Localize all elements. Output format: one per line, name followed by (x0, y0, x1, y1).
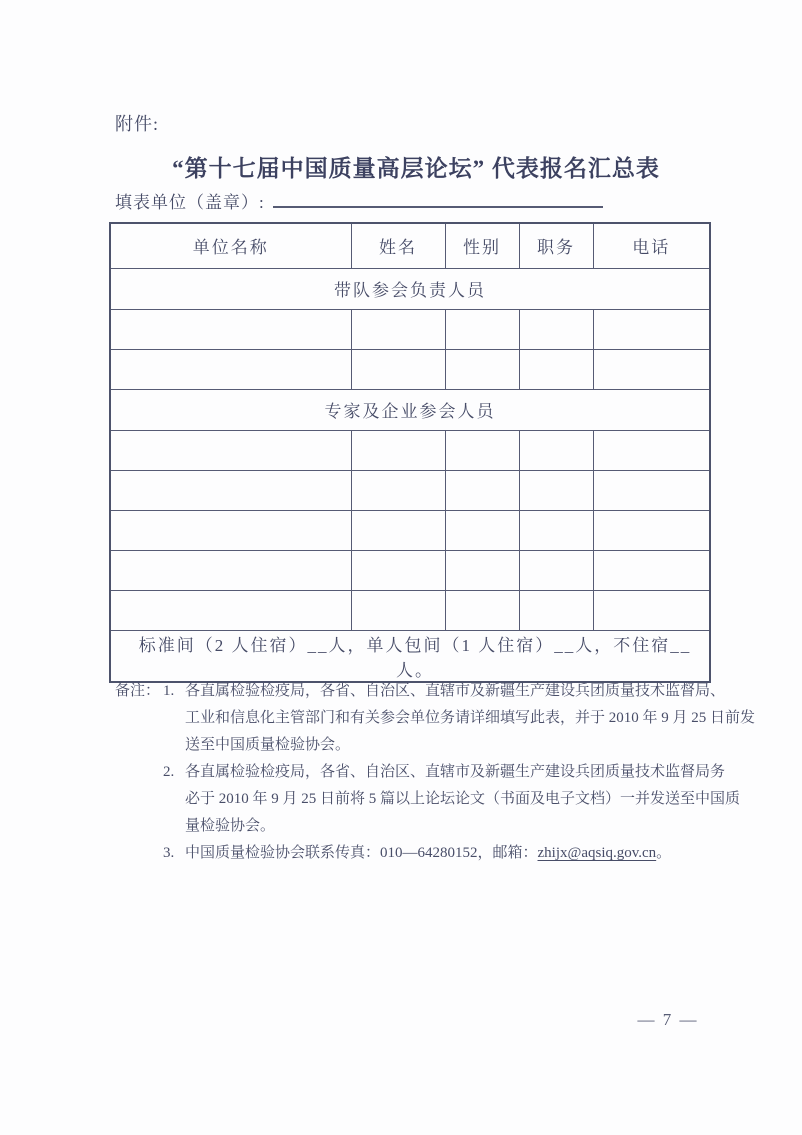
fill-unit-blank (273, 188, 603, 208)
note-text-line: 各直属检验检疫局，各省、自治区、直辖市及新疆生产建设兵团质量技术监督局务 (185, 764, 726, 780)
empty-cell (110, 430, 351, 470)
column-header-gender: 性别 (445, 223, 519, 268)
note-number: 3. (163, 845, 175, 861)
empty-cell (351, 550, 445, 590)
empty-cell (110, 349, 351, 389)
table-row-empty (110, 590, 710, 630)
empty-cell (445, 309, 519, 349)
note-item-2 (163, 759, 755, 840)
empty-cell (110, 309, 351, 349)
empty-cell (519, 430, 593, 470)
fill-unit-line (115, 188, 603, 213)
empty-cell (110, 550, 351, 590)
empty-cell (445, 550, 519, 590)
empty-cell (593, 349, 710, 389)
empty-cell (519, 510, 593, 550)
empty-cell (593, 430, 710, 470)
empty-cell (593, 590, 710, 630)
note-number: 1. (163, 683, 175, 699)
column-header-unit-name: 单位名称 (110, 223, 351, 268)
empty-cell (519, 590, 593, 630)
attachment-label: 附件: (115, 114, 160, 134)
table-header-row (110, 223, 710, 268)
empty-cell (519, 309, 593, 349)
column-header-position: 职务 (519, 223, 593, 268)
empty-cell (445, 470, 519, 510)
empty-cell (351, 510, 445, 550)
note-text-suffix: 。 (656, 845, 672, 861)
table-row-empty (110, 430, 710, 470)
empty-cell (593, 470, 710, 510)
empty-cell (593, 510, 710, 550)
empty-cell (110, 590, 351, 630)
column-header-name: 姓名 (351, 223, 445, 268)
section-title-experts: 专家及企业参会人员 (110, 389, 710, 430)
empty-cell (351, 430, 445, 470)
note-text-line: 必于 2010 年 9 月 25 日前将 5 篇以上论坛论文（书面及电子文档）一并发送至中国质 (185, 791, 741, 807)
empty-cell (445, 590, 519, 630)
note-number: 2. (163, 764, 175, 780)
empty-cell (110, 470, 351, 510)
section-title-leaders: 带队参会负责人员 (110, 268, 710, 309)
empty-cell (519, 349, 593, 389)
empty-cell (593, 550, 710, 590)
note-text-line: 量检验协会。 (185, 818, 276, 834)
accommodation-text: 标准间（2 人住宿）__人，单人包间（1 人住宿）__人，不住宿__人。 (110, 630, 710, 682)
notes-block (115, 678, 756, 867)
note-item-1 (163, 678, 755, 759)
empty-cell (593, 309, 710, 349)
empty-cell (445, 510, 519, 550)
email-link[interactable]: zhijx@aqsiq.gov.cn (537, 845, 657, 861)
empty-cell (445, 349, 519, 389)
empty-cell (351, 349, 445, 389)
table-row-empty (110, 309, 710, 349)
table-row-empty (110, 470, 710, 510)
table-row-empty (110, 550, 710, 590)
empty-cell (445, 430, 519, 470)
accommodation-row (110, 630, 710, 682)
page-number: — 7 — (637, 1010, 699, 1029)
column-header-phone: 电话 (593, 223, 710, 268)
fill-unit-label: 填表单位（盖章）: (115, 193, 265, 212)
note-text-line (185, 840, 755, 867)
section-row-leaders (110, 268, 710, 309)
empty-cell (351, 309, 445, 349)
empty-cell (351, 590, 445, 630)
registration-table (109, 222, 711, 683)
note-text-line: 工业和信息化主管部门和有关参会单位务请详细填写此表，并于 2010 年 9 月 25 日前发 (185, 710, 756, 726)
page-title: “第十七届中国质量高层论坛” 代表报名汇总表 (172, 156, 660, 181)
table-row-empty (110, 349, 710, 389)
note-text-line: 各直属检验检疫局，各省、自治区、直辖市及新疆生产建设兵团质量技术监督局、 (185, 683, 726, 699)
note-item-3 (163, 840, 755, 867)
table-row-empty (110, 510, 710, 550)
empty-cell (110, 510, 351, 550)
notes-label: 备注： (115, 683, 161, 699)
empty-cell (351, 470, 445, 510)
empty-cell (519, 470, 593, 510)
empty-cell (519, 550, 593, 590)
note-text-line: 送至中国质量检验协会。 (185, 737, 351, 753)
fax-email-text: 中国质量检验协会联系传真：010—64280152，邮箱： (185, 845, 538, 861)
section-row-experts (110, 389, 710, 430)
